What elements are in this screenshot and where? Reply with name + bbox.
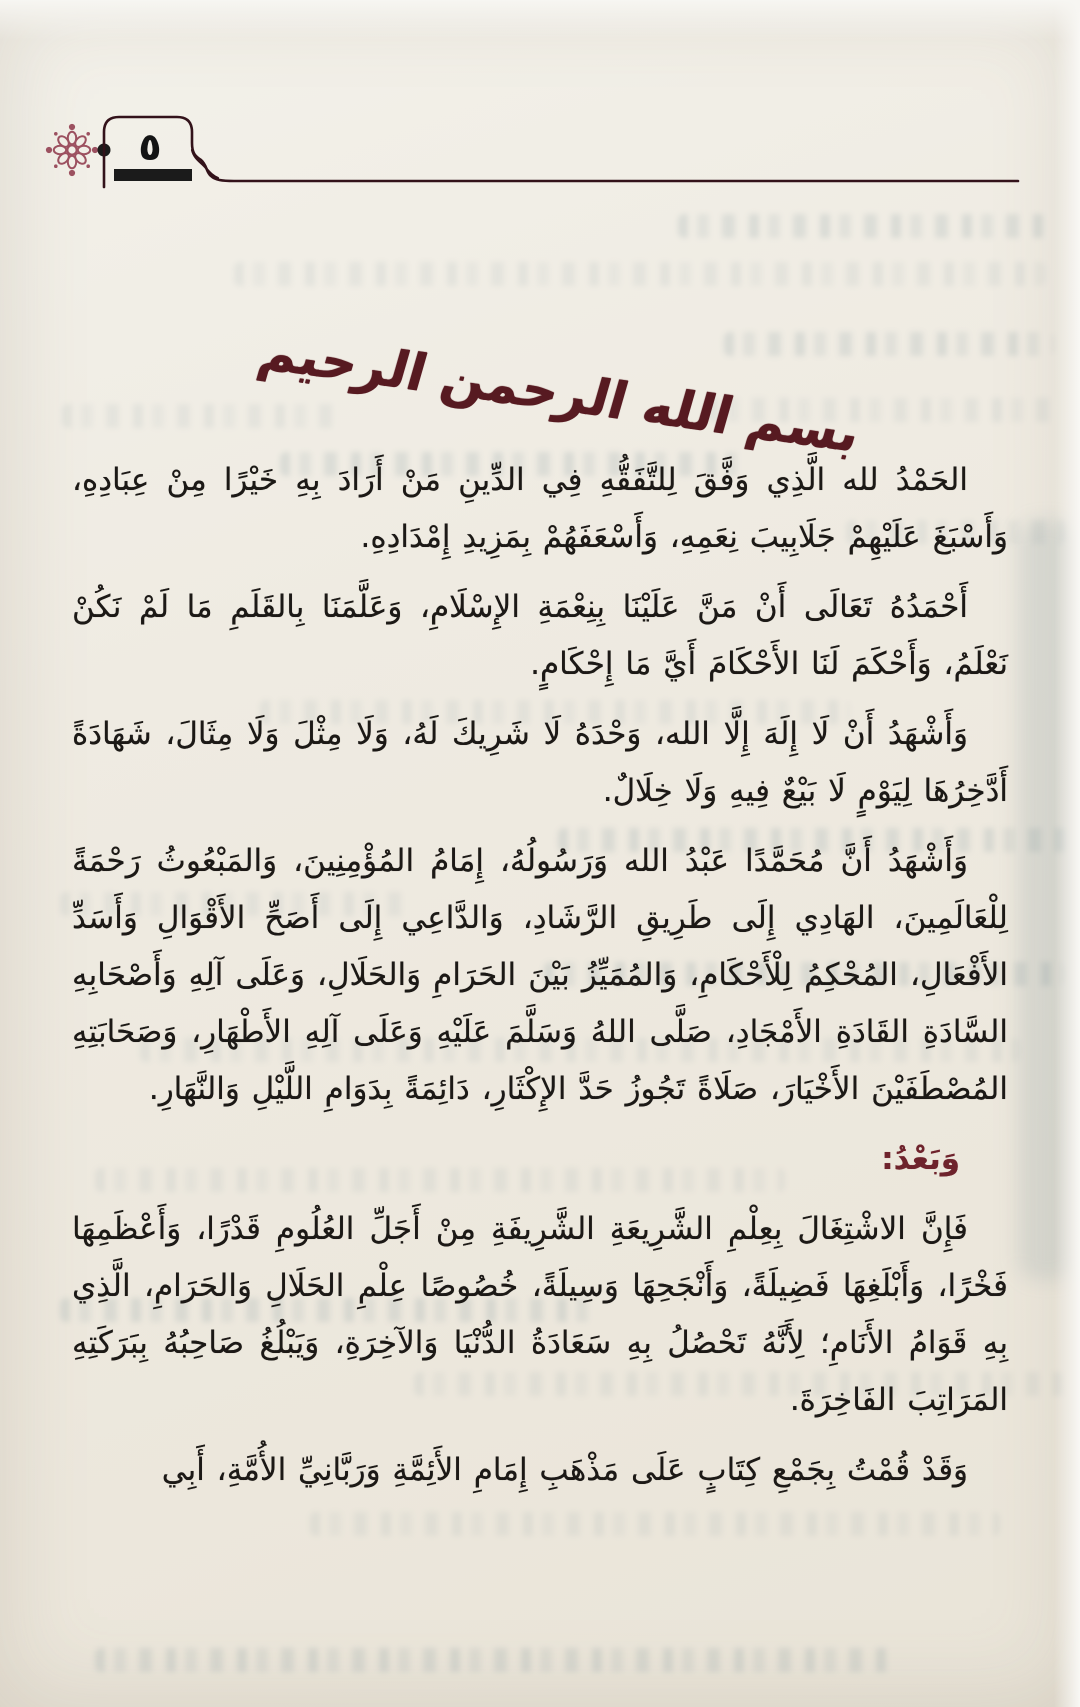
paragraph-wabaad: وَبَعْدُ: (881, 1141, 960, 1177)
paper-edge-highlight (0, 0, 1080, 40)
paragraph-ishtighal: فَإِنَّ الاشْتِغَالَ بِعِلْمِ الشَّرِيعَةِ الشَّرِيفَةِ مِنْ أَجَلِّ العُلُومِ قَدْرًا، وَأَعْظَمِهَا فَخْرًا، وَأَبْلَغِهَا فَضِيلَةً، وَأَنْجَحِهَا وَسِيلَةً، خُصُوصًا عِلْمِ الحَلَالِ وَالحَرَامِ، الَّذِي بِهِ قَوَامُ الأَنَامِ؛ لِأَنَّهُ تَحْصُلُ بِهِ سَعَادَةُ الدُّنْيَا وَالآخِرَةِ، وَيَبْلُغُ صَاحِبُهُ بِبَرَكَتِهِ المَرَاتِبَ الفَاخِرَةَ. (72, 1211, 1008, 1418)
bismillah-calligraphy: بسم الله الرحمن الرحيم (252, 322, 868, 464)
showthrough-artifact (62, 404, 342, 428)
body-text (72, 452, 1008, 1499)
page-number-tab (104, 117, 1018, 187)
paragraph-shahada-2: وَأَشْهَدُ أَنَّ مُحَمَّدًا عَبْدُ الله وَرَسُولُهُ، إِمَامُ المُؤْمِنِينَ، وَالمَبْعُوثُ رَحْمَةً لِلْعَالَمِينَ، الهَادِي إِلَى طَرِيقِ الرَّشَادِ، وَالدَّاعِي إِلَى أَصَحِّ الأَقْوَالِ وَأَسَدِّ الأَفْعَالِ، المُحْكِمُ لِلْأَحْكَامِ، وَالمُمَيِّزُ بَيْنَ الحَرَامِ وَالحَلَالِ، وَعَلَى آلِهِ وَأَصْحَابِهِ السَّادَةِ القَادَةِ الأَمْجَادِ، صَلَّى اللهُ وَسَلَّمَ عَلَيْهِ وَعَلَى آلِهِ الأَطْهَارِ، وَصَحَابَتِهِ المُصْطَفَيْنَ الأَخْيَارَ، صَلَاةً تَجُوزُ حَدَّ الإِكْثَارِ، دَائِمَةً بِدَوَامِ اللَّيْلِ وَالنَّهَارِ. (72, 843, 1008, 1107)
paragraph-ahmaduhu: أَحْمَدُهُ تَعَالَى أَنْ مَنَّ عَلَيْنَا بِنِعْمَةِ الإِسْلَامِ، وَعَلَّمَنَا بِالقَلَمِ مَا لَمْ نَكُنْ نَعْلَمُ، وَأَحْكَمَ لَنَا الأَحْكَامَ أَيَّ مَا إِحْكَامٍ. (72, 589, 1008, 682)
paragraph-shahada-1: وَأَشْهَدُ أَنْ لَا إِلَهَ إِلَّا الله، وَحْدَهُ لَا شَرِيكَ لَهُ، وَلَا مِثْلَ وَلَا مِثَالَ، شَهَادَةً أَدَّخِرُهَا لِيَوْمٍ لَا بَيْعٌ فِيهِ وَلَا خِلَالٌ. (72, 716, 1008, 809)
rosette-ornament-icon (46, 124, 98, 176)
paragraph-jam-kitab: وَقَدْ قُمْتُ بِجَمْعِ كِتَابٍ عَلَى مَذْهَبِ إِمَامِ الأَئِمَّةِ وَرَبَّانِيِّ الأُمَّةِ، أَبِي (161, 1452, 968, 1488)
showthrough-artifact (310, 1512, 1000, 1536)
showthrough-artifact (95, 1648, 895, 1672)
page-number-underline (114, 169, 192, 181)
paper-edge-highlight (1054, 0, 1080, 1707)
showthrough-artifact (234, 262, 1046, 286)
paragraph-hamd: الحَمْدُ لله الَّذِي وَفَّقَ لِلتَّفَقُّهِ فِي الدِّينِ مَنْ أَرَادَ بِهِ خَيْرًا مِنْ عِبَادِهِ، وَأَسْبَغَ عَلَيْهِمْ جَلَابِيبَ نِعَمِهِ، وَأَسْعَفَهُمْ بِمَزِيدِ إِمْدَادِهِ. (72, 462, 1008, 555)
page-number: ٥ (138, 125, 162, 169)
